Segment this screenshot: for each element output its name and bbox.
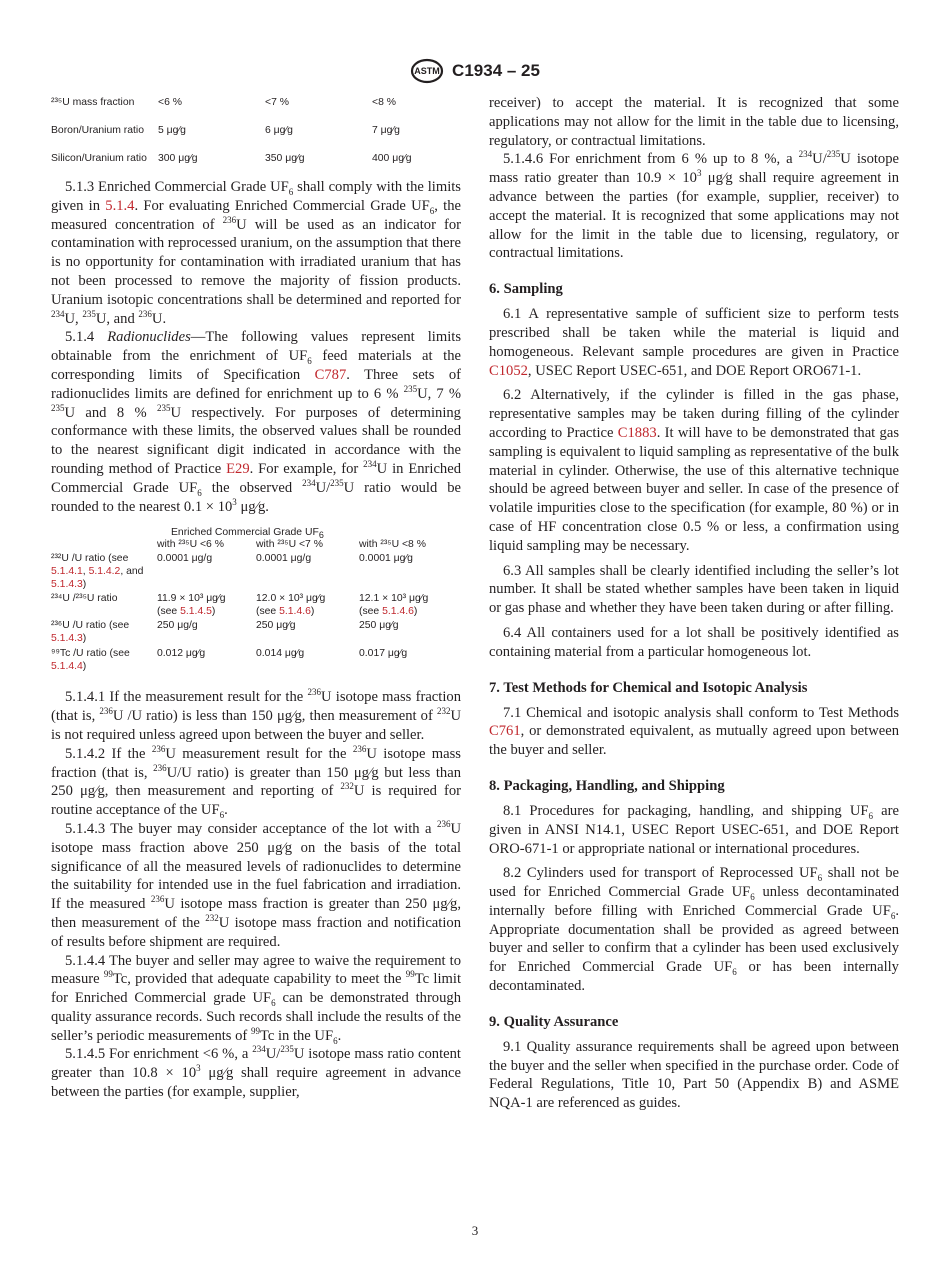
- xref-5-1-4-6[interactable]: 5.1.4.6: [382, 606, 414, 618]
- row-label: ²³²U /U ratio (see 5.1.4.1, 5.1.4.2, and 5.1.4.3): [51, 553, 144, 591]
- xref-c761[interactable]: C761: [489, 723, 521, 740]
- paragraph-5-1-4: 5.1.4 Radionuclides—The following values represent limits obtainable from the enrichment of $UF_6$ feed materials at the corresponding limits of Specification C787. Three sets of radionuclides limits are defined for enrichment up to 6 % $^{235}$U, 7 % $^{235}$U and 8 % $^{235}$U respectively. For purposes of determining conformance with these limits, the observed values shall be rounded to the nearest significant digit indicated in accordance with the rounding method of Practice E29. For example, for $^{234}$U in Enriched Commercial Grade $UF_6$ the observed $^{234}$U/$^{235}$U ratio would be rounded to the nearest $0.1 \times 10^3$ μg⁄g.: [51, 329, 462, 515]
- paragraph-6-4: 6.4 All containers used for a lot shall be positively identified as containing material from a particular homogeneous lot.: [489, 624, 899, 660]
- xref-5-1-4-5[interactable]: 5.1.4.5: [180, 606, 212, 618]
- xref-5-1-4-2[interactable]: 5.1.4.2: [88, 566, 121, 578]
- paragraph-5-1-3: 5.1.3 Enriched Commercial Grade $UF_6$ shall comply with the limits given in 5.1.4. For evaluating Enriched Commercial Grade $UF_6$, the measured concentration of $^{236}$U will be used as an indicator for contamination with reprocessed uranium, on the assumption that there is no opportunity for contamination with irradiated uranium that has not been processed to remove the majority of fission products. Uranium isotopic concentrations shall be determined and reported for $^{234}$U, $^{235}$U, and $^{236}$U.: [51, 179, 462, 327]
- svg-text:ASTM: ASTM: [414, 66, 440, 76]
- section-heading-sampling: 6. Sampling: [489, 281, 563, 298]
- xref-c1052[interactable]: C1052: [489, 362, 528, 379]
- xref-c787[interactable]: C787: [314, 366, 347, 383]
- page-number: 3: [471, 1223, 479, 1238]
- row-label: ²³⁴U /²³⁵U ratio: [51, 593, 118, 605]
- column-header: with ²³⁵U <8 %: [359, 539, 426, 551]
- paragraph-8-1: 8.1 Procedures for packaging, handling, and shipping $UF_6$ are given in ANSI N14.1, USEC Report USEC-651, and DOE Report ORO-671-1 or appropriate national or international procedures.: [489, 802, 899, 857]
- row-label: ⁹⁹Tc /U ratio (see 5.1.4.4): [51, 648, 130, 673]
- paragraph-6-2: 6.2 Alternatively, if the cylinder is filled in the gas phase, representative samples may be taken during filling of the cylinder according to Practice C1883. It will have to be demonstrated that gas sampling is equivalent to liquid sampling as representative of the bulk material in cylinder. Otherwise, the use of this alternative technique should be agreed between buyer and seller. In case of the presence of volatile impurities close to the specification (for example, 80 %) or in case of HF concentration close 0.5 % or less, a confirmation using liquid sampling may be necessary.: [489, 387, 899, 554]
- xref-5-1-4-3[interactable]: 5.1.4.3: [51, 633, 83, 645]
- radionuclide-limits-table: Enriched Commercial Grade $UF_6$ with ²³⁵U <6 % with ²³⁵U <7 % with ²³⁵U <8 % ²³²U /U ratio (see 5.1.4.1, 5.1.4.2, and 5.1.4.3) 0.0001 μg/g 0.0001 μg/g 0.0001 μg⁄g ²³⁴U /²³⁵U ratio 11.9 × 10³ μg⁄g (see 5.1.4.5) 12.0 × 10³ μg⁄g (see 5.1.4.6) 12.1 × 10³ μg⁄g (see 5.1.4.6) ²³⁶U /U ratio (see 5.1.4.3) 250 μg/g 250 μg⁄g 250 μg⁄g ⁹⁹Tc /U ratio (see 5.1.4.4) 0.012 μg⁄g 0.014 μg⁄g 0.017 μg⁄g: [51, 527, 429, 673]
- xref-5-1-4-4[interactable]: 5.1.4.4: [51, 661, 83, 673]
- paragraph-5-1-4-5-continued: receiver) to accept the material. It is recognized that some applications may not allow for the limit in the table due to licensing, regulatory, or contractual limitations.: [489, 95, 899, 149]
- paragraph-5-1-4-1: 5.1.4.1 If the measurement result for the $^{236}$U isotope mass fraction (that is, $^{236}$U /U ratio) is less than 150 μg⁄g, then measurement of $^{232}$U is not required unless agreed upon between the buyer and seller.: [51, 687, 461, 743]
- paragraph-5-1-4-4: 5.1.4.4 The buyer and seller may agree to waive the requirement to measure $^{99}$Tc, provided that adequate capability to meet the $^{99}$Tc limit for Enriched Commercial grade $UF_6$ can be demonstrated through quality assurance records. Such records shall include the results of the seller’s periodic measurements of $^{99}$Tc in the $UF_6$.: [51, 952, 461, 1046]
- section-heading-test-methods: 7. Test Methods for Chemical and Isotopic Analysis: [489, 679, 808, 696]
- section-heading-quality-assurance: 9. Quality Assurance: [489, 1013, 619, 1030]
- table-title: Enriched Commercial Grade $UF_6$: [171, 527, 324, 541]
- column-header: with ²³⁵U <7 %: [256, 539, 323, 551]
- paragraph-8-2: 8.2 Cylinders used for transport of Reprocessed $UF_6$ shall not be used for Enriched Commercial Grade $UF_6$ unless decontaminated internally before filling with Enriched Commercial Grade $UF_6$. Appropriate documentation shall be provided as agreed between buyer and seller to confirm that a cylinder has been used exclusively for Enriched Commercial Grade $UF_6$ or has been internally decontaminated.: [489, 865, 900, 995]
- astm-logo-icon: [410, 58, 444, 84]
- paragraph-5-1-4-5: 5.1.4.5 For enrichment <6 %, a $^{234}$U/$^{235}$U isotope mass ratio content greater than $10.8 \times 10^3$ μg⁄g shall require agreement in advance between the parties (for example, supplier,: [51, 1044, 461, 1101]
- page-header: [0, 58, 950, 84]
- paragraph-6-3: 6.3 All samples shall be clearly identified including the seller’s lot number. It shall be stated whether samples have been taken in liquid or gas phase and whether they have been taken during or after filling.: [489, 562, 899, 617]
- xref-5-1-4-1[interactable]: 5.1.4.1: [51, 566, 83, 578]
- xref-5-1-4[interactable]: 5.1.4: [105, 197, 135, 214]
- column-header: with ²³⁵U <6 %: [157, 539, 224, 551]
- paragraph-6-1: 6.1 A representative sample of sufficient size to perform tests prescribed shall be taken while the material is liquid and homogeneous. Relevant sample procedures are given in Practice C1052, USEC Report USEC-651, and DOE Report ORO671-1.: [489, 306, 899, 379]
- paragraph-5-1-4-3: 5.1.4.3 The buyer may consider acceptance of the lot with a $^{236}$U isotope mass fraction above 250 μg⁄g on the basis of the total significance of all the measured levels of radionuclides to determine the suitability for intended use in the fuel fabrication and irradiation. If the measured $^{236}$U isotope mass fraction is greater than 250 μg⁄g, then measurement of the $^{232}$U isotope mass fraction and notification of results before shipment are required.: [51, 819, 461, 950]
- paragraph-5-1-4-6: 5.1.4.6 For enrichment from 6 % up to 8 %, a $^{234}$U/$^{235}$U isotope mass ratio greater than $10.9 \times 10^3$ μg⁄g shall require agreement in advance between the parties (for example, supplier, receiver) to accept the material. It is recognized that some applications may not allow for the limit in the table due to licensing, regulatory, or contractual limitations.: [489, 149, 899, 262]
- paragraph-9-1: 9.1 Quality assurance requirements shall be agreed upon between the buyer and the seller when specified in the purchase order. Code of Federal Regulations, Title 10, Part 50 (Appendix B) and ASME NQA-1 are referenced as guides.: [489, 1038, 899, 1112]
- xref-5-1-4-3[interactable]: 5.1.4.3: [51, 579, 83, 591]
- xref-e29[interactable]: E29: [226, 460, 250, 477]
- paragraph-7-1: 7.1 Chemical and isotopic analysis shall conform to Test Methods C761, or demonstrated equivalent, as mutually agreed upon between the buyer and seller.: [489, 704, 899, 759]
- enrichment-limits-table: ²³⁵U mass fraction <6 % <7 % <8 % Boron/Uranium ratio 5 μg⁄g 6 μg⁄g 7 μg⁄g Silicon/Uranium ratio 300 μg⁄g 350 μg⁄g 400 μg⁄g: [51, 97, 412, 164]
- xref-c1883[interactable]: C1883: [617, 424, 657, 441]
- paragraph-5-1-4-2: 5.1.4.2 If the $^{236}$U measurement result for the $^{236}$U isotope mass fraction (that is, $^{236}$U/U ratio) is greater than 150 μg⁄g but less than 250 μg⁄g, then measurement and reporting of $^{232}$U is required for routine acceptance of the $UF_6$.: [51, 743, 461, 821]
- section-heading-packaging: 8. Packaging, Handling, and Shipping: [489, 777, 725, 794]
- standard-designation: C1934 – 25: [452, 61, 540, 80]
- xref-5-1-4-6[interactable]: 5.1.4.6: [279, 606, 311, 618]
- row-label: ²³⁶U /U ratio (see 5.1.4.3): [51, 620, 130, 645]
